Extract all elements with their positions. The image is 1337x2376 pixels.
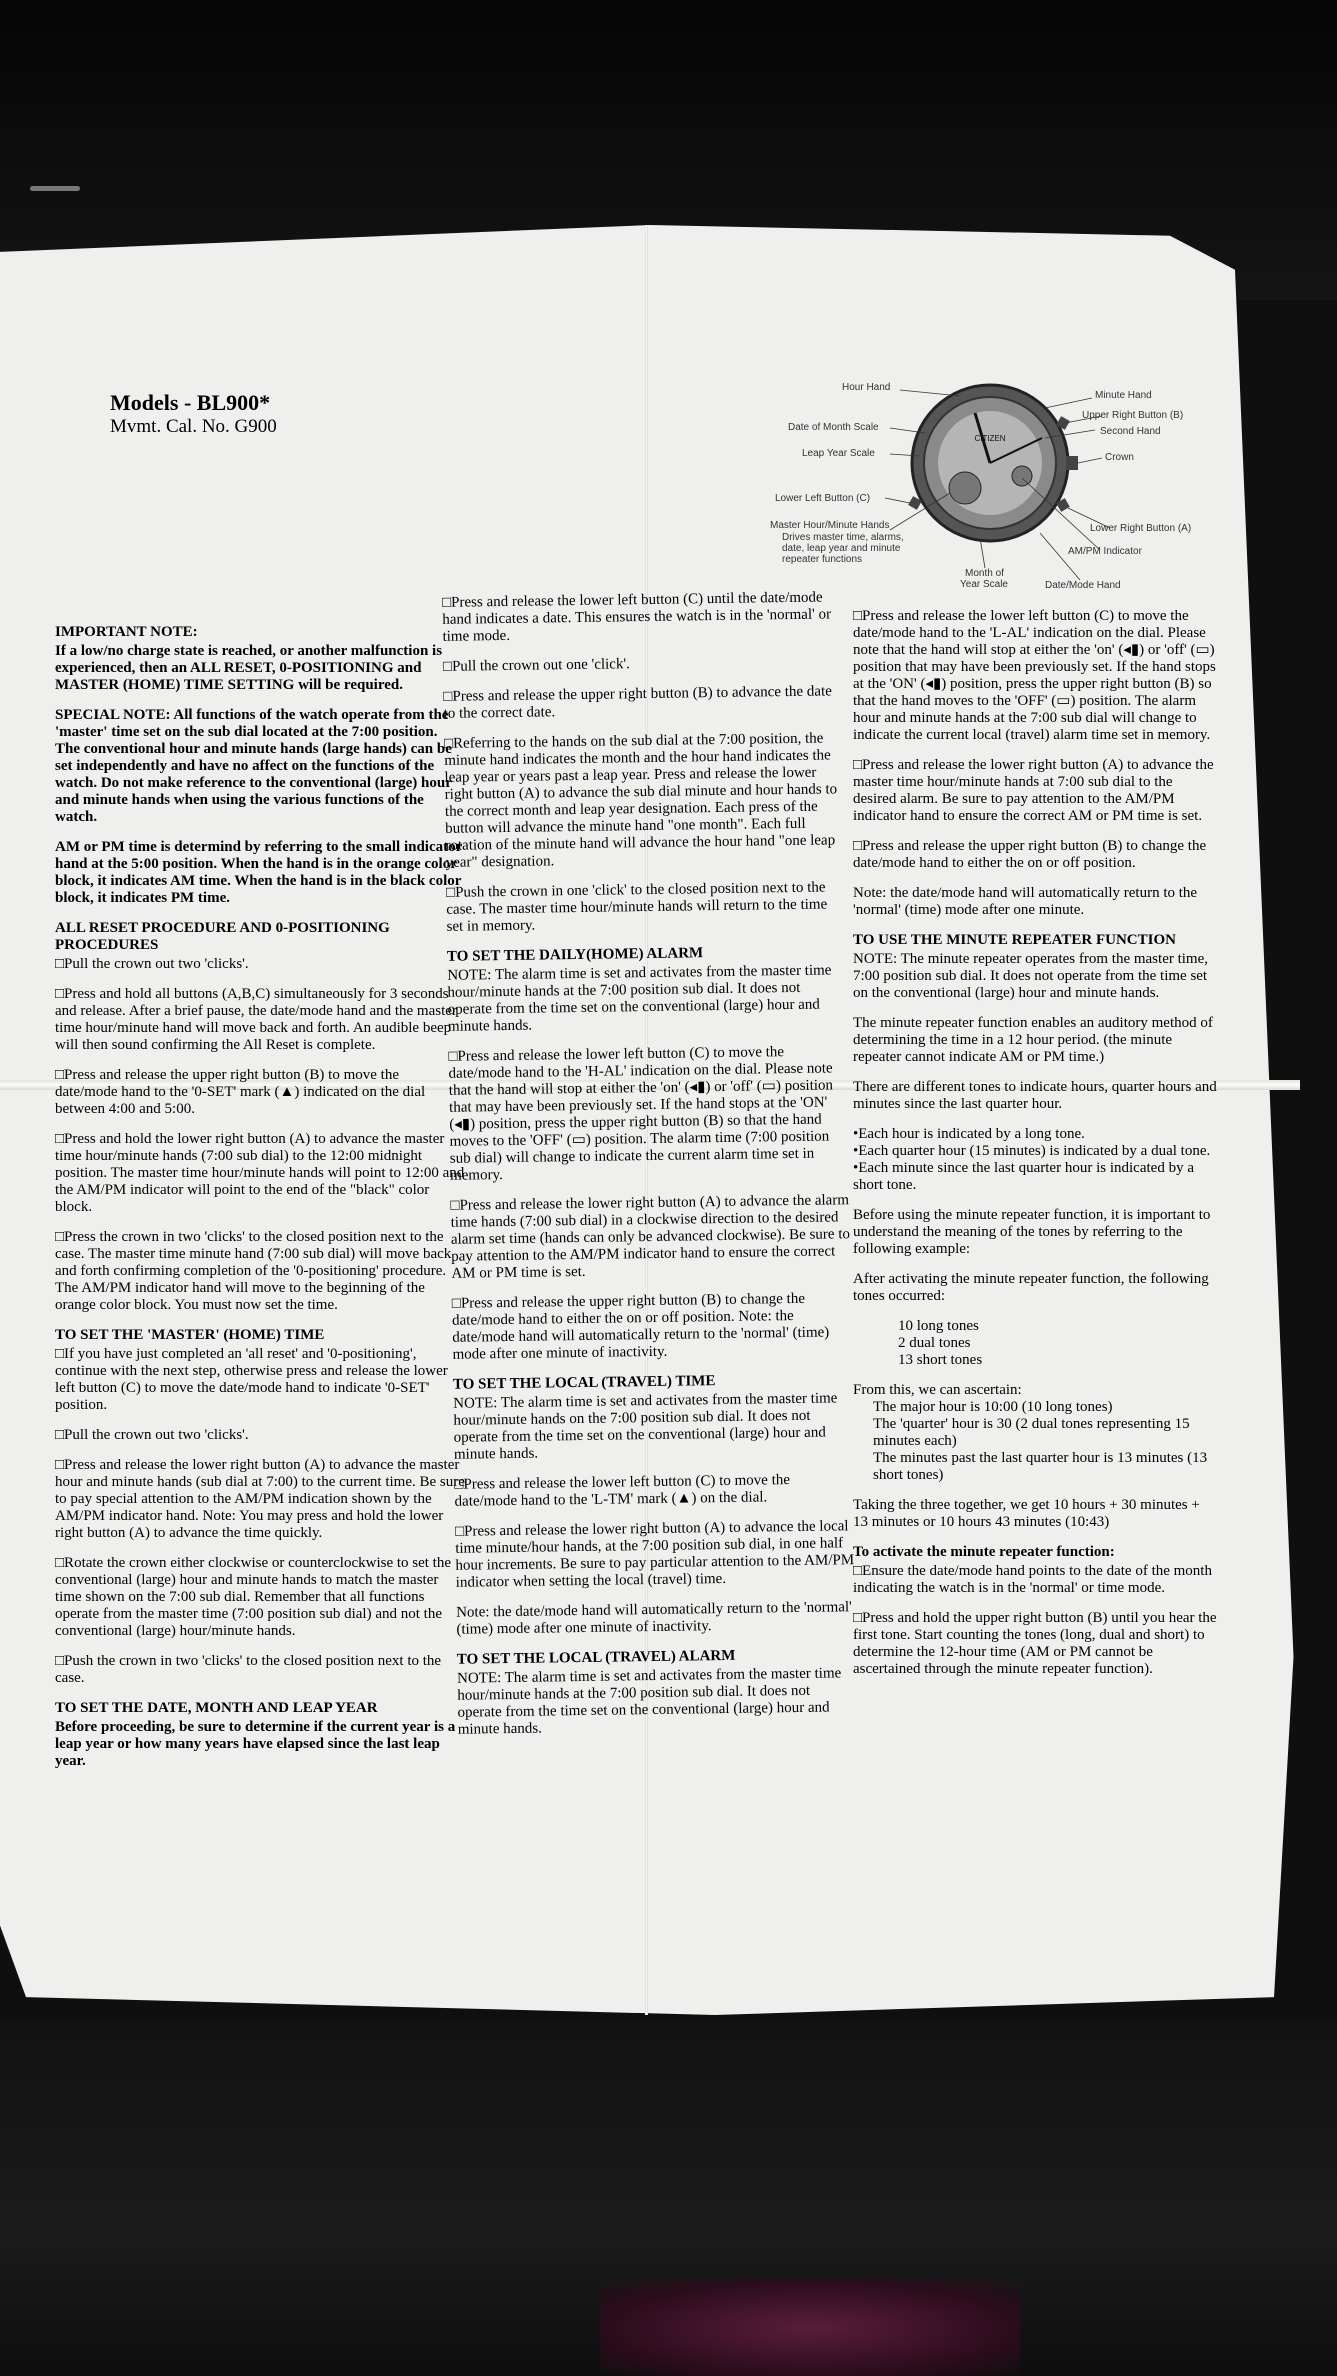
tone-minute: •Each minute since the last quarter hour is indicated by a short tone.	[853, 1160, 1194, 1193]
label-date-of-month-scale: Date of Month Scale	[788, 422, 879, 433]
label-ampm-indicator: AM/PM Indicator	[1068, 546, 1142, 557]
label-month-scale-2: Year Scale	[960, 579, 1008, 590]
label-crown: Crown	[1105, 452, 1134, 463]
local-alarm-note-return: Note: the date/mode hand will automatically return to the 'normal' (time) mode after one minute.	[853, 885, 1198, 918]
date-step-5: □Push the crown in one 'click' to the closed position next to the case. The master time hour/minute hands will return to the time set in memory.	[445, 879, 828, 935]
daily-alarm-step-1: □Press and release the lower left button (C) to move the date/mode hand to the 'H-AL' indication on the dial. Please note that the hand will stop at either the 'on' (◂▮) or 'off' (▭) position that may have been previously set. If the hand stops at the 'ON' (◂▮) position, press the upper right button (B) so that the hand moves to the 'OFF' (▭) position. The alarm time (7:00 position sub dial) will change to indicate the current alarm time set in memory.	[448, 1044, 834, 1184]
column-right	[853, 608, 1218, 1691]
watch-face	[908, 385, 1078, 541]
document-subtitle: Mvmt. Cal. No. G900	[110, 416, 277, 437]
label-minute-hand: Minute Hand	[1095, 390, 1152, 401]
special-note: SPECIAL NOTE: All functions of the watch operate from the 'master' time set on the sub dial located at the 7:00 position. The conventional hour and minute hands (large hands) can be set independently and have no affect on the functions of the watch. Do not make reference to the conventional (large) hour and minute hands when using the various functions of the watch.	[55, 707, 452, 825]
all-reset-step-1: □Pull the crown out two 'clicks'.	[55, 956, 249, 972]
all-reset-step-2: □Press and hold all buttons (A,B,C) simultaneously for 3 seconds and release. After a brief pause, the date/mode hand and the master time hour/minute hand will move back and forth. An audible beep will then sound confirming the All Reset is complete.	[55, 986, 457, 1053]
activate-step-2: □Press and hold the upper right button (B) until you hear the first tone. Start counting the tones (long, dual and short) to determine the 12-hour time (AM or PM cannot be ascertained through the minute repeater function).	[853, 1610, 1217, 1677]
label-lower-right-button: Lower Right Button (A)	[1090, 523, 1192, 534]
all-reset-step-3: □Press and release the upper right button (B) to move the date/mode hand to the '0-SET' mark (▲) indicated on the dial between 4:00 and 5:00.	[55, 1067, 426, 1117]
minute-repeater-text-4: After activating the minute repeater function, the following tones occurred:	[853, 1271, 1209, 1304]
label-date-mode-hand: Date/Mode Hand	[1045, 580, 1121, 591]
label-master-desc-3: repeater functions	[782, 554, 863, 565]
fabric-edge	[600, 2280, 1020, 2376]
master-step-3: □Press and release the lower right button (A) to advance the master hour and minute hands (sub dial at 7:00) to the current time. Be sure to pay special attention to the AM/PM indication shown by the AM/PM indicator hand. Note: You may press and hold the lower right button (A) to advance the time quickly.	[55, 1457, 465, 1541]
label-month-scale-1: Month of	[965, 568, 1004, 579]
local-time-note: NOTE: The alarm time is set and activates from the master time hour/minute hands on the 7:00 position sub dial. It does not operate from the time set on the conventional (large) hour and minute hands.	[453, 1390, 838, 1463]
document-title: Models - BL900*	[110, 390, 271, 415]
master-step-2: □Pull the crown out two 'clicks'.	[55, 1427, 249, 1443]
label-master-desc-1: Drives master time, alarms,	[782, 532, 904, 543]
case-hinge-top	[30, 186, 80, 191]
label-master-hands: Master Hour/Minute Hands	[770, 520, 890, 531]
ascertain-together: Taking the three together, we get 10 hours + 30 minutes + 13 minutes or 10 hours 43 minutes (10:43)	[853, 1497, 1200, 1530]
all-reset-step-4: □Press and hold the lower right button (A) to advance the master time hour/minute hands (7:00 sub dial) to the 12:00 midnight position. The master time hour/minute hands will point to 12:00 and the AM/PM indicator will point to the end of the "black" color block.	[55, 1131, 465, 1215]
example-dual: 2 dual tones	[898, 1335, 971, 1351]
daily-alarm-heading: TO SET THE DAILY(HOME) ALARM	[446, 945, 704, 965]
tone-quarter: •Each quarter hour (15 minutes) is indicated by a dual tone.	[853, 1143, 1211, 1159]
date-step-3: □Press and release the upper right button (B) to advance the date to the correct date.	[443, 683, 832, 722]
local-alarm-heading: TO SET THE LOCAL (TRAVEL) ALARM	[456, 1647, 736, 1668]
local-time-heading: TO SET THE LOCAL (TRAVEL) TIME	[452, 1373, 716, 1393]
tone-hour: •Each hour is indicated by a long tone.	[853, 1126, 1085, 1142]
label-second-hand: Second Hand	[1100, 426, 1161, 437]
local-time-step-1: □Press and release the lower left button (C) to move the date/mode hand to the 'L-TM' mark (▲) on the dial.	[454, 1472, 791, 1510]
label-master-desc-2: date, leap year and minute	[782, 543, 901, 554]
master-step-4: □Rotate the crown either clockwise or counterclockwise to set the conventional (large) hour and minute hands to match the master time shown on the 7:00 sub dial. Remember that all functions operate from the master time (7:00 position sub dial) and not the conventional (large) hour/minute hands.	[55, 1555, 452, 1639]
minute-repeater-text-1: The minute repeater function enables an auditory method of determining the time in a 12 hour period. (the minute repeater cannot indicate AM or PM time.)	[853, 1015, 1213, 1065]
date-step-4: □Referring to the hands on the sub dial at the 7:00 position, the minute hand indicates the month and the hour hand indicates the leap year or years past a leap year. Press and release the lower right button (A) to advance the sub dial minute and hour hands to the correct month and leap year designation. Each press of the button will advance the minute hand "one month". Each full rotation of the minute hand will advance the hour hand "one leap year" designation.	[443, 730, 838, 871]
label-leap-year-scale: Leap Year Scale	[802, 448, 875, 459]
ascertain-1: The major hour is 10:00 (10 long tones)	[873, 1399, 1113, 1415]
watch-diagram	[760, 368, 1200, 598]
dial-brand: CITIZEN	[974, 434, 1006, 443]
activate-step-1: □Ensure the date/mode hand points to the date of the month indicating the watch is in the 'normal' or time mode.	[853, 1563, 1212, 1596]
activate-heading: To activate the minute repeater function:	[853, 1544, 1115, 1560]
date-heading: TO SET THE DATE, MONTH AND LEAP YEAR	[55, 1700, 378, 1716]
local-alarm-note: NOTE: The alarm time is set and activates from the master time hour/minute hands at the 7:00 position sub dial. It does not operate from the time set on the conventional (large) hour and minute hands.	[456, 1665, 842, 1738]
label-upper-right-button: Upper Right Button (B)	[1082, 410, 1184, 421]
ascertain-3: The minutes past the last quarter hour is 13 minutes (13 short tones)	[873, 1450, 1208, 1483]
daily-alarm-step-2: □Press and release the lower right button (A) to advance the alarm time hands (7:00 sub dial) in a clockwise direction to the desired alarm set time (hands can only be advanced clockwise). Be sure to pay attention to the AM/PM indicator hand to ensure the correct AM or PM time is set.	[450, 1192, 851, 1282]
local-alarm-step-3: □Press and release the upper right button (B) to change the date/mode hand to either the on or off position.	[853, 838, 1207, 871]
example-long: 10 long tones	[898, 1318, 979, 1334]
local-time-step-3: Note: the date/mode hand will automatically return to the 'normal' (time) mode after one minute of inactivity.	[456, 1599, 852, 1638]
column-middle	[442, 589, 858, 1751]
date-step-1: □Press and release the lower left button (C) until the date/mode hand indicates a date. This ensures the watch is in the 'normal' or time mode.	[441, 589, 832, 645]
date-text: Before proceeding, be sure to determine if the current year is a leap year or how many years have elapsed since the last leap year.	[55, 1719, 456, 1769]
master-step-5: □Push the crown in two 'clicks' to the closed position next to the case.	[55, 1653, 442, 1686]
important-note-heading: IMPORTANT NOTE:	[55, 624, 198, 640]
master-time-heading: TO SET THE 'MASTER' (HOME) TIME	[55, 1327, 325, 1343]
all-reset-heading: ALL RESET PROCEDURE AND 0-POSITIONING PROCEDURES	[55, 920, 390, 953]
ampm-note: AM or PM time is determind by referring to the small indicator hand at the 5:00 position. When the hand is in the orange color block, it indicates AM time. When the hand is in the black color block, it indicates PM time.	[55, 839, 463, 906]
minute-repeater-note: NOTE: The minute repeater operates from the master time, 7:00 position sub dial. It does not operate from the time set on the conventional (large) hour and minute hands.	[853, 951, 1209, 1001]
daily-alarm-note: NOTE: The alarm time is set and activates from the master time hour/minute hands at the 7:00 position sub dial. It does not operate from the time set on the conventional (large) hour and minute hands.	[447, 962, 832, 1035]
minute-repeater-heading: TO USE THE MINUTE REPEATER FUNCTION	[853, 932, 1176, 948]
local-time-step-2: □Press and release the lower right button (A) to advance the local time minute/hour hands, at the 7:00 position sub dial, in one half hour increments. Be sure to pay particular attention to the AM/PM indicator when setting the local (travel) time.	[454, 1518, 855, 1591]
master-step-1: □If you have just completed an 'all reset' and '0-positioning', continue with the next step, otherwise press and release the lower left button (C) to move the date/mode hand to indicate '0-SET' position.	[55, 1346, 448, 1413]
ascertain-intro: From this, we can ascertain:	[853, 1382, 1022, 1398]
local-alarm-step-2: □Press and release the lower right button (A) to advance the master time hour/minute hands at 7:00 sub dial to the desired alarm. Be sure to pay attention to the AM/PM indicator hand to ensure the correct AM or PM time is set.	[853, 757, 1214, 824]
example-short: 13 short tones	[898, 1352, 983, 1368]
minute-repeater-text-3: Before using the minute repeater function, it is important to understand the meaning of the tones by referring to the following example:	[853, 1207, 1211, 1257]
daily-alarm-step-3: □Press and release the upper right button (B) to change the date/mode hand to either the on or off position. Note: the date/mode hand will automatically return to the 'normal' (time) mode after one minute of inactivity.	[451, 1290, 830, 1363]
column-left	[55, 612, 465, 1783]
important-note-text: If a low/no charge state is reached, or another malfunction is experienced, then an ALL RESET, 0-POSITIONING and MASTER (HOME) TIME SETTING will be required.	[55, 643, 443, 693]
all-reset-step-5: □Press the crown in two 'clicks' to the closed position next to the case. The master time minute hand (7:00 sub dial) will move back and forth confirming completion of the '0-positioning' procedure. The AM/PM indicator hand will move to the beginning of the orange color block. You must now set the time.	[55, 1229, 452, 1313]
label-hour-hand: Hour Hand	[842, 382, 891, 393]
minute-repeater-text-2: There are different tones to indicate hours, quarter hours and minutes since the last quarter hour.	[853, 1079, 1217, 1112]
ascertain-2: The 'quarter' hour is 30 (2 dual tones representing 15 minutes each)	[873, 1416, 1190, 1449]
local-alarm-step-1: □Press and release the lower left button (C) to move the date/mode hand to the 'L-AL' indication on the dial. Please note that the hand will stop at either the 'on' (◂▮) or 'off' (▭) position that may have been previously set. If the hand stops at the 'ON' (◂▮) position, press the upper right button (B) so that the hand moves to the 'OFF' (▭) position. The alarm hour and minute hands at the 7:00 sub dial will change to indicate the current local (travel) alarm time set in memory.	[853, 608, 1216, 743]
label-lower-left-button: Lower Left Button (C)	[775, 493, 871, 504]
date-step-2: □Pull the crown out one 'click'.	[442, 656, 630, 675]
